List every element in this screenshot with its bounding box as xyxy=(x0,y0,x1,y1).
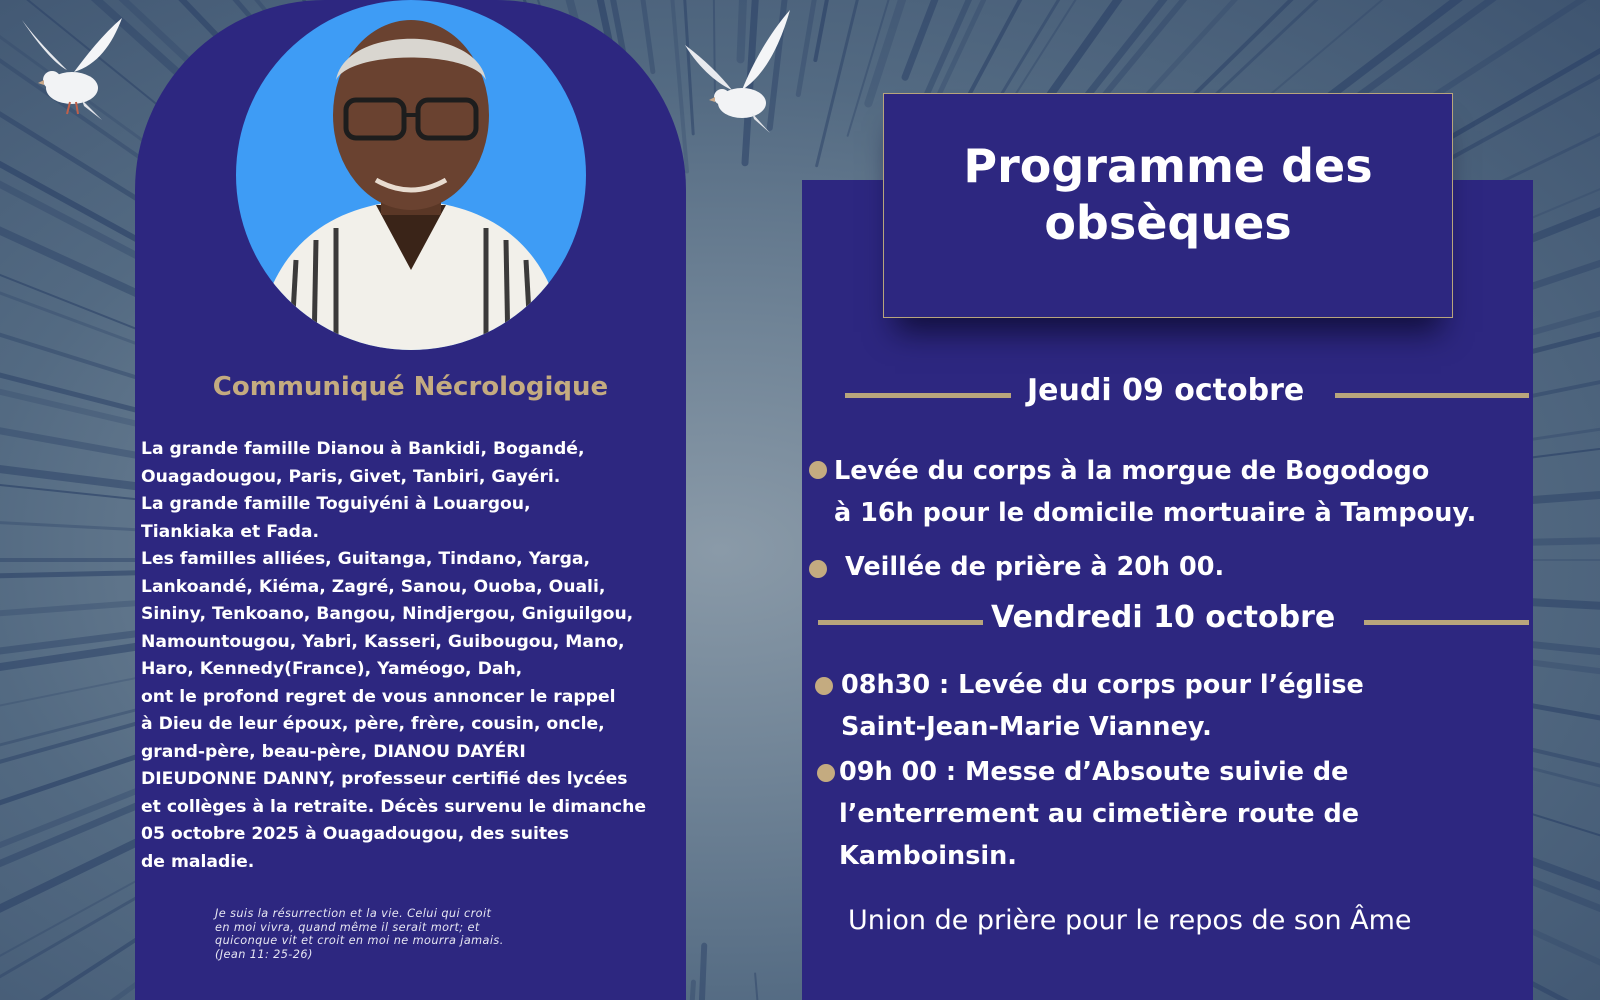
necrology-line: ont le profond regret de vous annoncer le rappel xyxy=(141,686,616,707)
day2-event-2 xyxy=(839,751,1359,877)
programme-title-line1: Programme des xyxy=(963,139,1373,193)
bible-quote xyxy=(215,907,575,961)
programme-title xyxy=(883,138,1453,252)
day2-title: Vendredi 10 octobre xyxy=(991,600,1336,635)
day1-event-2 xyxy=(845,546,1224,588)
event-line: Kamboinsin. xyxy=(839,841,1017,871)
necrology-line: Les familles alliées, Guitanga, Tindano, Yarga, xyxy=(141,549,591,569)
quote-line: (Jean 11: 25-26) xyxy=(215,947,313,961)
streak xyxy=(905,0,1185,77)
necrology-line: Ouagadougou, Paris, Givet, Tanbiri, Gayéri. xyxy=(141,466,561,487)
divider-line xyxy=(845,393,1011,398)
necrology-line: Tiankiaka et Fada. xyxy=(141,521,320,542)
bullet-icon xyxy=(809,461,827,479)
necrology-line: DIEUDONNE DANNY, professeur certifié des lycées xyxy=(141,769,628,789)
event-line: l’enterrement au cimetière route de xyxy=(839,799,1359,829)
day1-event-1 xyxy=(834,450,1476,534)
divider-line xyxy=(1335,393,1529,398)
necrology-line: et collèges à la retraite. Décès survenu le dimanche xyxy=(141,796,647,817)
necrology-line: à Dieu de leur époux, père, frère, cousin, oncle, xyxy=(141,714,605,734)
divider-line xyxy=(1364,620,1529,625)
necrology-line: de maladie. xyxy=(141,851,255,872)
necrology-line: Namountougou, Yabri, Kasseri, Guibougou, Mano, xyxy=(141,631,625,652)
necrology-line: grand-père, beau-père, DIANOU DAYÉRI xyxy=(141,741,526,762)
necrology-line: Sininy, Tenkoano, Bangou, Nindjergou, Gniguilgou, xyxy=(141,604,634,624)
programme-title-line2: obsèques xyxy=(1044,196,1292,250)
dove-icon xyxy=(12,10,127,129)
event-line: 08h30 : Levée du corps pour l’église xyxy=(841,670,1364,700)
day1-title: Jeudi 09 octobre xyxy=(1027,373,1305,408)
event-line: Levée du corps à la morgue de Bogodogo xyxy=(834,456,1430,486)
day2-event-1 xyxy=(841,664,1364,748)
person-silhouette xyxy=(236,0,586,350)
divider-line xyxy=(818,620,983,625)
dove-icon xyxy=(680,5,795,139)
necrology-line: 05 octobre 2025 à Ouagadougou, des suites xyxy=(141,824,569,844)
closing-prayer: Union de prière pour le repos de son Âme xyxy=(848,905,1412,936)
necrology-line: La grande famille Toguiyéni à Louargou, xyxy=(141,494,531,514)
necrology-line: La grande famille Dianou à Bankidi, Bogandé, xyxy=(141,439,585,459)
quote-line: en moi vivra, quand même il serait mort; et xyxy=(215,920,480,934)
bullet-icon xyxy=(817,764,835,782)
bullet-icon xyxy=(809,560,827,578)
necrology-line: Haro, Kennedy(France), Yaméogo, Dah, xyxy=(141,659,523,679)
event-line: à 16h pour le domicile mortuaire à Tampouy. xyxy=(834,498,1477,528)
event-line: 09h 00 : Messe d’Absoute suivie de xyxy=(839,757,1349,787)
event-line: Saint-Jean-Marie Vianney. xyxy=(841,712,1212,742)
necrology-line: Lankoandé, Kiéma, Zagré, Sanou, Ouoba, Ouali, xyxy=(141,576,606,597)
quote-line: Je suis la résurrection et la vie. Celui qui croit xyxy=(215,907,492,920)
event-line: Veillée de prière à 20h 00. xyxy=(845,552,1225,582)
necrology-title: Communiqué Nécrologique xyxy=(212,372,609,402)
bullet-icon xyxy=(815,677,833,695)
necrology-text xyxy=(141,436,701,876)
portrait-photo xyxy=(236,0,586,350)
quote-line: quiconque vit et croit en moi ne mourra jamais. xyxy=(215,934,504,948)
